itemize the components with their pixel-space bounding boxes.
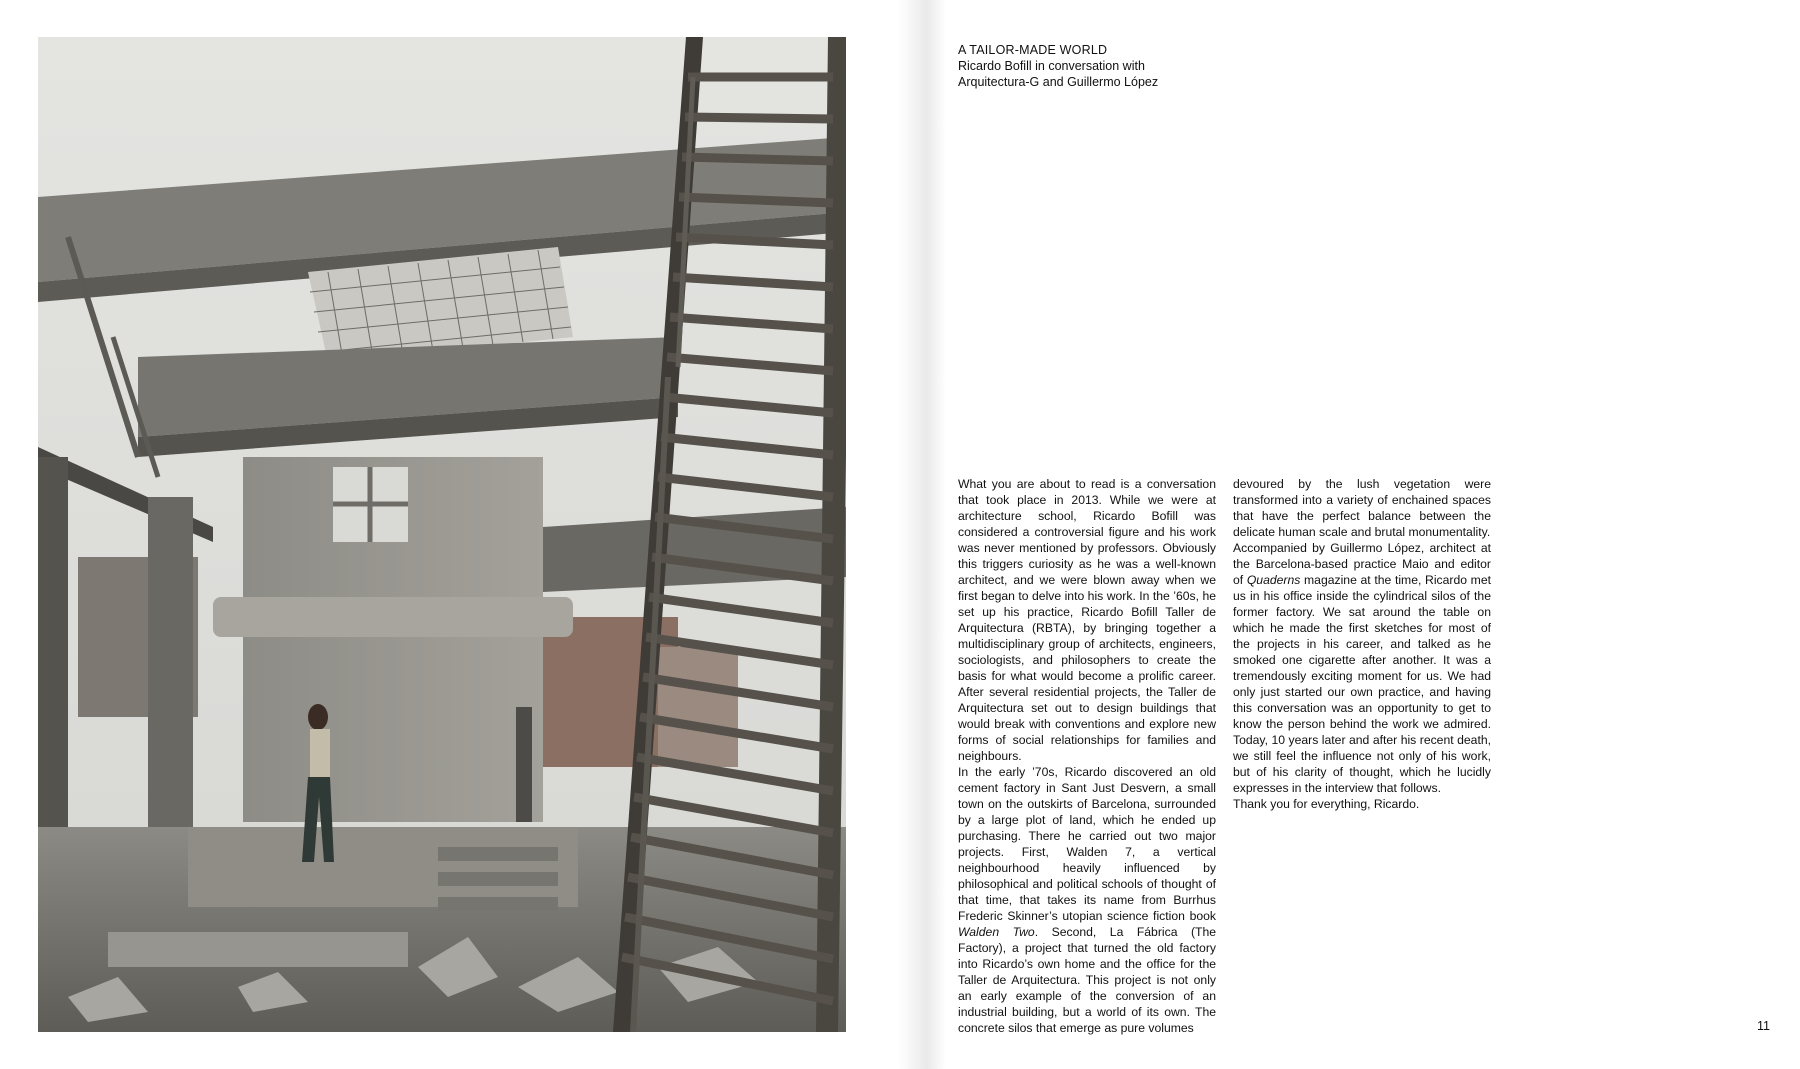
paragraph-text: magazine at the time, Ricardo met us in his office inside the cylindrical silos of the former factory. We sat around the table on which he made the first sketches for most of the projects in his career, and talked as he smoked one cigarette after another. It was a tremendously exciting moment for us. We had only just started our own practice, and having this conversation was an opportunity to get to know the person behind the work we admired. Today, 10 years later and after his recent death, we still feel the influence not only of his work, but of his clarity of thought, which he lucidly expresses in the interview that follows. [1233, 573, 1491, 795]
left-page [0, 0, 898, 1069]
paragraph: What you are about to read is a conversation that took place in 2013. While we were at architecture school, Ricardo Bofill was considered a controversial figure and his work was never mentioned by professors. Obviously this triggers curiosity as he was a well-known architect, and we were blown away when we first began to delve into his work. In the ’60s, he set up his practice, Ricardo Bofill Taller de Arquitectura (RBTA), by bringing together a multidisciplinary group of architects, engineers, sociologists, and philosophers to create the basis for what would become a prolific career. After several residential projects, the Taller de Arquitectura set out to design buildings that would break with conventions and explore new forms of social relationships for families and neighbours. [958, 477, 1216, 763]
page-number: 11 [1757, 1019, 1770, 1033]
paragraph-text: In the early ’70s, Ricardo discovered an old cement factory in Sant Just Desvern, a small town on the outskirts of Barcelona, surrounded by a large plot of land, which he ended up purchasing. There he carried out two major projects. First, Walden 7, a vertical neighbourhood heavily influenced by philosophical and political schools of thought of that time, that takes its name from Burrhus Frederic Skinner’s utopian science fiction book [958, 765, 1216, 923]
page-gutter [898, 0, 946, 1069]
paragraph: Thank you for everything, Ricardo. [1233, 797, 1420, 811]
body-column-1 [958, 476, 1216, 1036]
article-subtitle-line-1: Ricardo Bofill in conversation with [958, 59, 1145, 73]
body-column-2 [1233, 476, 1491, 812]
paragraph: devoured by the lush vegetation were transformed into a variety of enchained spaces that have the perfect balance between the delicate human scale and brutal monumentality. [1233, 477, 1491, 539]
book-title: Walden Two [958, 925, 1035, 939]
magazine-title: Quaderns [1246, 573, 1301, 587]
paragraph [958, 764, 1216, 1036]
paragraph-text: Accompanied by Guillermo López, architect at the Barcelona-based practice Maio and editor of [1233, 541, 1491, 587]
paragraph-text: . Second, La Fábrica (The Factory), a project that turned the old factory into Ricardo’s own home and the office for the Taller de Arquitectura. This project is not only an early example of the conversion of an industrial building, but a world of its own. The concrete silos that emerge as pure volumes [958, 925, 1217, 1035]
article-subtitle-line-2: Arquitectura-G and Guillermo López [958, 75, 1159, 89]
article-header [958, 42, 1278, 90]
photograph-ruined-factory-staircase-icon [38, 37, 846, 1032]
article-title: A TAILOR-MADE WORLD [958, 43, 1108, 57]
paragraph [1233, 540, 1491, 796]
factory-photo [38, 37, 846, 1032]
